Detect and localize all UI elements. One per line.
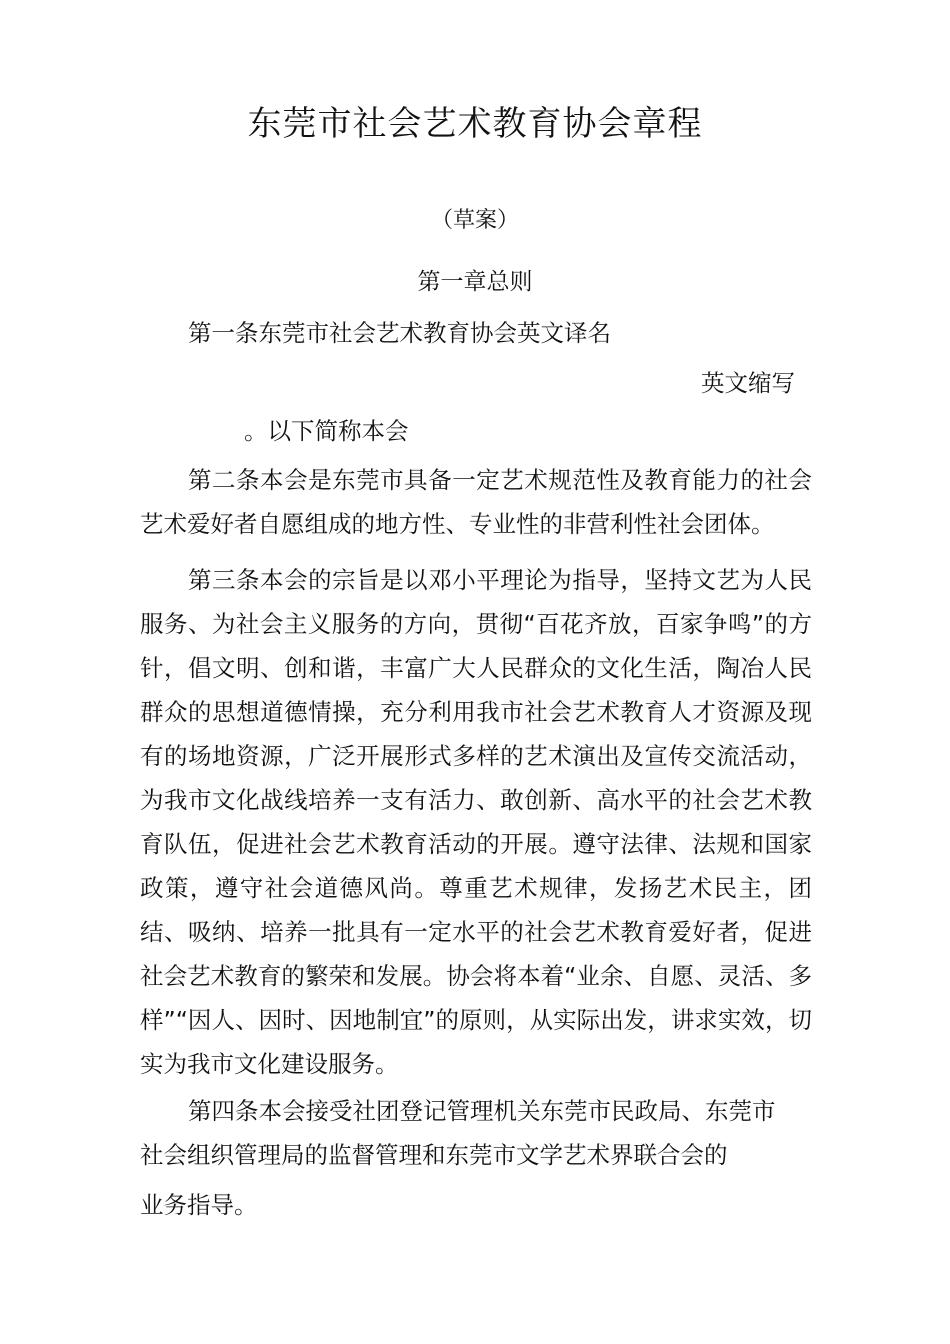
article3-paragraph: 第三条本会的宗旨是以邓小平理论为指导，坚持文艺为人民服务、为社会主义服务的方向，贯彻“百花齐放，百家争鸣”的方针，倡文明、创和谐，丰富广大人民群众的文化生活，陶冶人民群众的思想道德情操，充分利用我市社会艺术教育人才资源及现有的场地资源，广泛开展形式多样的艺术演出及宣传交流活动，为我市文化战线培养一支有活力、敢创新、高水平的社会艺术教育队伍，促进社会艺术教育活动的开展。遵守法律、法规和国家政策，遵守社会道德风尚。尊重艺术规律，发扬艺术民主，团结、吸纳、培养一批具有一定水平的社会艺术教育爱好者，促进社会艺术教育的繁荣和发展。协会将本着“业余、自愿、灵活、多样”“因人、因时、因地制宜”的原则，从实际出发，讲求实效，切实为我市文化建设服务。: [140, 566, 812, 1078]
article1-line1: 第一条东莞市社会艺术教育协会英文译名: [188, 319, 611, 347]
article1-line3: 。以下简称本会: [244, 417, 409, 445]
document-title: 东莞市社会艺术教育协会章程: [247, 104, 703, 144]
article1-english-abbreviation: 英文缩写: [701, 369, 795, 397]
document-subtitle: （草案）: [430, 208, 519, 233]
article2-paragraph: 第二条本会是东莞市具备一定艺术规范性及教育能力的社会艺术爱好者自愿组成的地方性、专业性的非营利性社会团体。: [140, 466, 812, 538]
article4-line3: 业务指导。: [140, 1191, 258, 1219]
article4-line2: 社会组织管理局的监督管理和东莞市文学艺术界联合会的: [140, 1141, 728, 1169]
chapter-heading: 第一章总则: [417, 269, 533, 295]
article4-line1: 第四条本会接受社团登记管理机关东莞市民政局、东莞市: [188, 1097, 776, 1125]
